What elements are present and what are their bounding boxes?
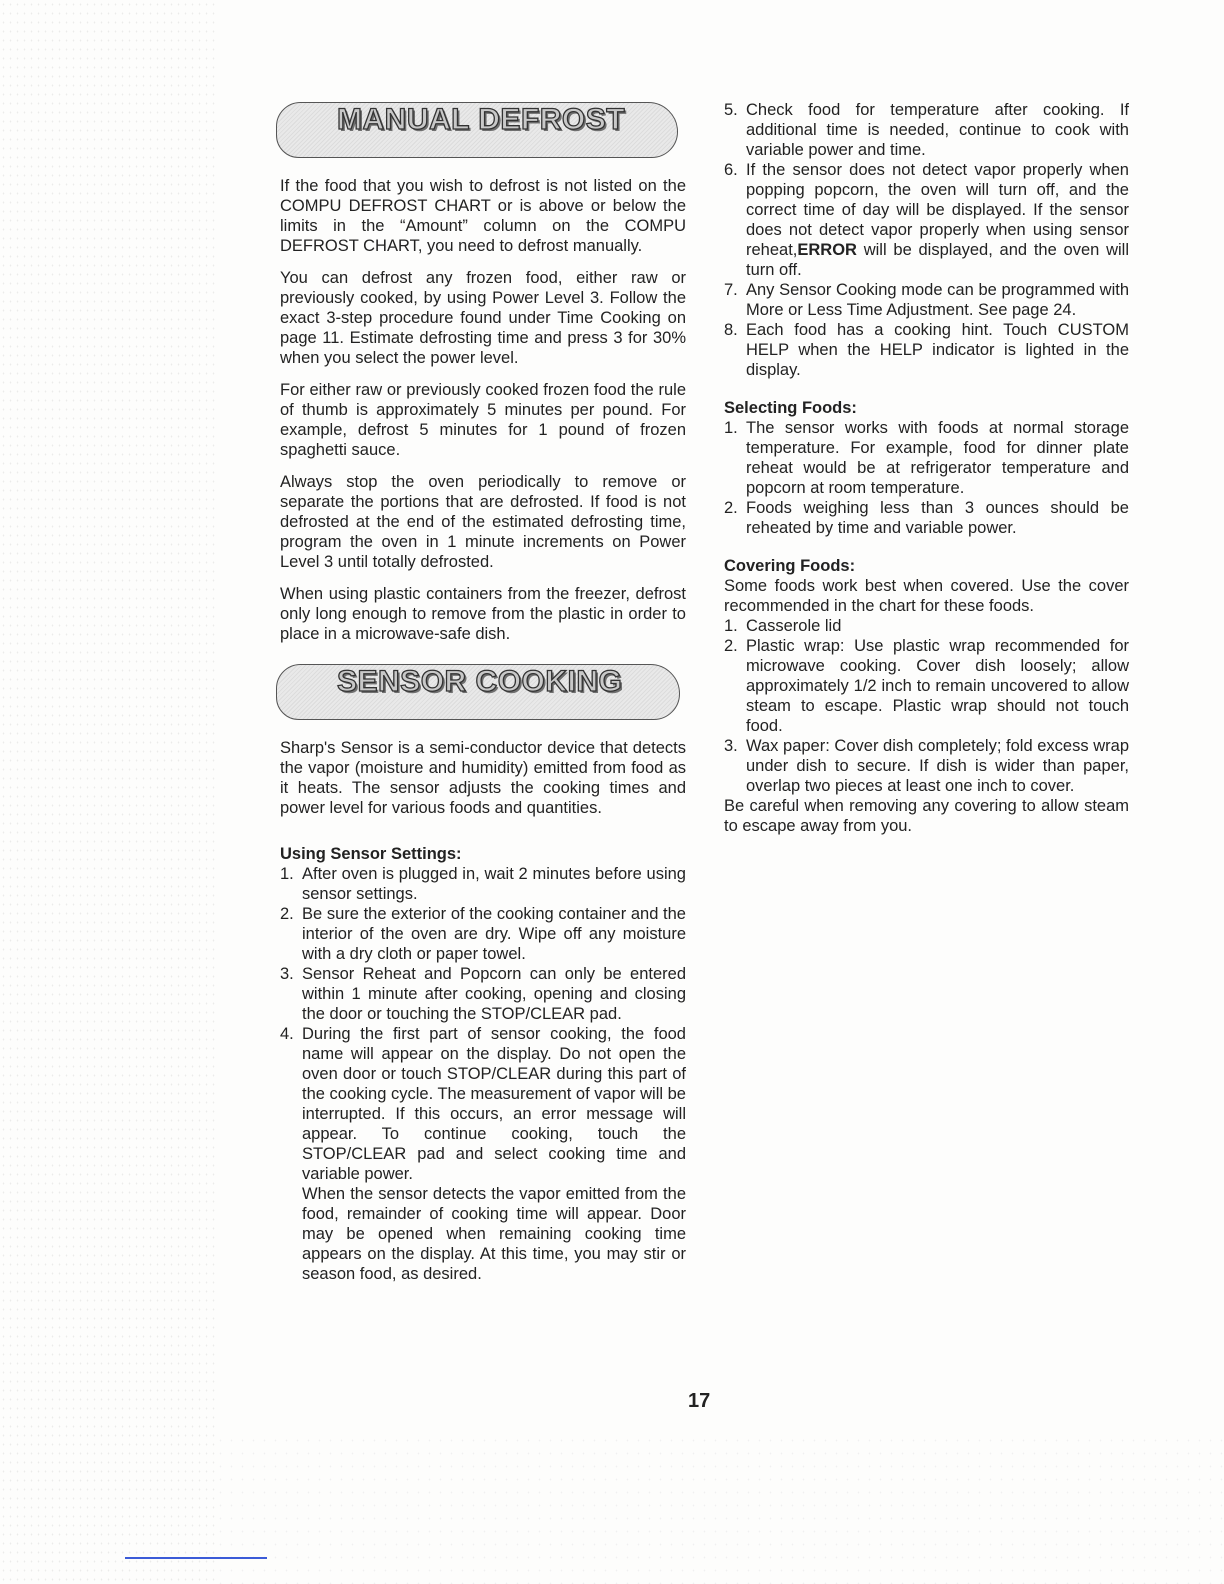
sensor-cooking-title: SENSOR COOKING [337,665,623,698]
list-item [724,160,1129,280]
list-text: Casserole lid [746,617,842,635]
list-number: 2. [280,905,294,923]
spacer [724,380,1129,398]
list-item [724,616,1129,636]
page-number: 17 [688,1390,711,1412]
manual-defrost-title: MANUAL DEFROST [337,103,626,136]
list-text: Check food for temperature after cooking. If additional time is needed, continue to cook with variable power and time. [746,101,1129,159]
list-item [724,100,1129,160]
scan-speckle-bottom [215,1434,1224,1584]
list-text: The sensor works with foods at normal storage temperature. For example, food for dinner plate reheat would be at refrigerator temperature and popcorn at room temperature. [746,419,1129,497]
using-sensor-list [280,864,686,1184]
manual-defrost-paragraph: You can defrost any frozen food, either raw or previously cooked, by using Power Level 3. Follow the exact 3-step procedure found under Time Cooking on page 11. Estimate defrosting time and press 3 for 30% when you select the power level. [280,269,686,367]
covering-foods-heading: Covering Foods: [724,557,856,575]
item4-continuation: When the sensor detects the vapor emitted from the food, remainder of cooking time will appear. Door may be opened when remaining cooking time appears on the display. At this time, you may stir or season food, as desired. [302,1185,686,1283]
left-column [280,100,686,1284]
list-number: 2. [724,499,738,517]
list-text: will be displayed, and the oven will turn off. [746,241,1129,279]
scan-artifact-line [125,1557,267,1559]
manual-defrost-paragraph: If the food that you wish to defrost is not listed on the COMPU DEFROST CHART or is above or below the limits in the “Amount” column on the COMPU DEFROST CHART, you need to defrost manually. [280,177,686,255]
list-number: 3. [280,965,294,983]
list-item [724,280,1129,320]
list-number: 8. [724,321,738,339]
list-item [280,1024,686,1184]
list-item [724,736,1129,796]
covering-intro: Some foods work best when covered. Use the cover recommended in the chart for these foods. [724,577,1129,615]
list-number: 1. [724,617,738,635]
list-text: Each food has a cooking hint. Touch CUSTOM HELP when the HELP indicator is lighted in the display. [746,321,1129,379]
manual-defrost-paragraph: For either raw or previously cooked frozen food the rule of thumb is approximately 5 minutes per pound. For example, defrost 5 minutes for 1 pound of frozen spaghetti sauce. [280,381,686,459]
list-item [724,636,1129,736]
spacer [280,830,686,844]
list-text: Any Sensor Cooking mode can be programmed with More or Less Time Adjustment. See page 24. [746,281,1129,319]
sensor-continued-list [724,100,1129,380]
list-item [280,904,686,964]
using-sensor-heading: Using Sensor Settings: [280,845,462,863]
right-column [724,100,1129,836]
error-label: ERROR [797,241,857,259]
list-item [280,964,686,1024]
list-number: 3. [724,737,738,755]
manual-defrost-banner [276,102,678,158]
manual-defrost-paragraph: Always stop the oven periodically to remove or separate the portions that are defrosted. If food is not defrosted at the end of the estimated defrosting time, program the oven in 1 minute increments on Power Level 3 until totally defrosted. [280,473,686,571]
list-text: Sensor Reheat and Popcorn can only be entered within 1 minute after cooking, opening and closing the door or touching the STOP/CLEAR pad. [302,965,686,1023]
list-number: 7. [724,281,738,299]
list-text: Wax paper: Cover dish completely; fold excess wrap under dish to secure. If dish is wider than paper, overlap two pieces at least one inch to cover. [746,737,1129,795]
list-number: 1. [724,419,738,437]
list-item [280,864,686,904]
list-item [724,418,1129,498]
list-text: Plastic wrap: Use plastic wrap recommended for microwave cooking. Cover dish loosely; allow approximately 1/2 inch to remain uncovered to allow steam to escape. Plastic wrap should not touch food. [746,637,1129,735]
list-text: After oven is plugged in, wait 2 minutes before using sensor settings. [302,865,686,903]
list-number: 2. [724,637,738,655]
sensor-intro: Sharp's Sensor is a semi-conductor device that detects the vapor (moisture and humidity) emitted from food as it heats. The sensor adjusts the cooking times and power level for various foods and quantities. [280,739,686,817]
list-number: 5. [724,101,738,119]
selecting-foods-heading: Selecting Foods: [724,399,857,417]
list-number: 1. [280,865,294,883]
list-text: Be sure the exterior of the cooking container and the interior of the oven are dry. Wipe off any moisture with a dry cloth or paper towel. [302,905,686,963]
list-number: 4. [280,1025,294,1043]
list-text: If the sensor does not detect vapor properly when popping popcorn, the oven will turn off, and the correct time of day will be displayed. If the sensor does not detect vapor properly when using sensor reheat, [746,161,1129,259]
list-text: During the first part of sensor cooking, the food name will appear on the display. Do not open the oven door or touch STOP/CLEAR during this part of the cooking cycle. The measurement of vapor will be interrupted. If this occurs, an error message will appear. To continue cooking, touch the STOP/CLEAR pad and select cooking time and variable power. [302,1025,686,1183]
scan-speckle-left [0,0,215,1584]
selecting-foods-list [724,418,1129,538]
manual-defrost-paragraph: When using plastic containers from the freezer, defrost only long enough to remove from the plastic in order to place in a microwave-safe dish. [280,585,686,643]
list-number: 6. [724,161,738,179]
covering-outro: Be careful when removing any covering to allow steam to escape away from you. [724,797,1129,835]
list-text: Foods weighing less than 3 ounces should be reheated by time and variable power. [746,499,1129,537]
covering-foods-list [724,616,1129,796]
list-item [724,498,1129,538]
spacer [724,538,1129,556]
list-item [724,320,1129,380]
sensor-cooking-banner [276,664,680,720]
